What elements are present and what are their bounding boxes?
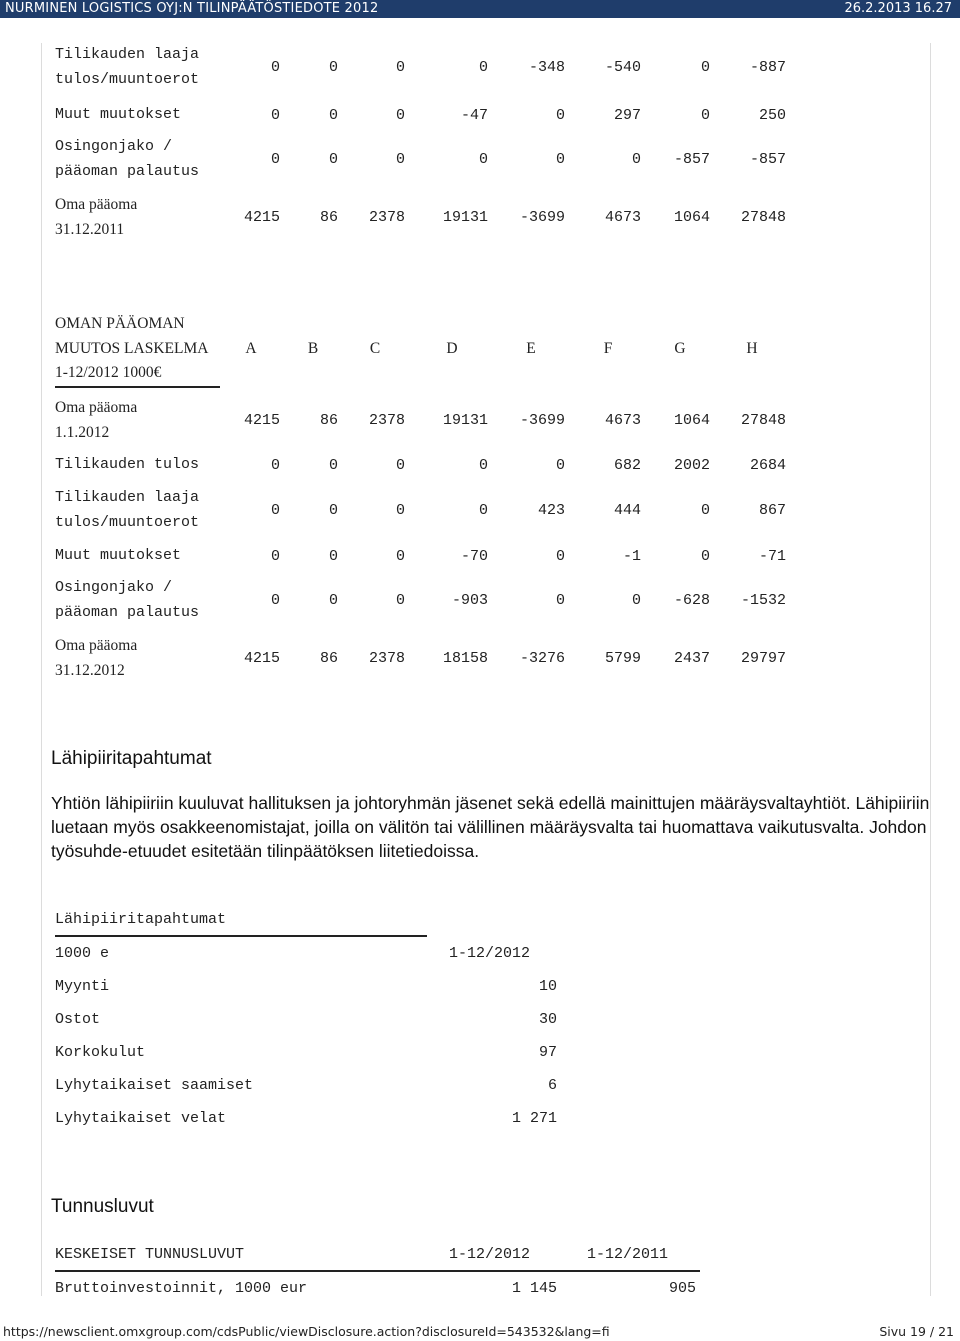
equity-value: 2378 bbox=[368, 209, 405, 226]
equity-column-header: H bbox=[746, 340, 758, 357]
key-figure-value-2012: 1 145 bbox=[511, 1280, 557, 1297]
key-figures-heading: Tunnusluvut bbox=[51, 1196, 154, 1217]
equity-value: 0 bbox=[555, 107, 565, 124]
equity-column-header: F bbox=[603, 340, 613, 357]
related-row-label: Ostot bbox=[55, 1011, 101, 1028]
equity-value: -887 bbox=[749, 59, 786, 76]
equity-value: 0 bbox=[478, 457, 488, 474]
related-row-value: 1 271 bbox=[511, 1110, 557, 1127]
equity-row-label: Osingonjako / pääoman palautus bbox=[55, 138, 200, 180]
equity-value: 2378 bbox=[368, 650, 405, 667]
equity-value: -1532 bbox=[740, 592, 786, 609]
equity-row-label: Tilikauden tulos bbox=[55, 456, 200, 473]
equity-value: 0 bbox=[478, 59, 488, 76]
equity-value: 2378 bbox=[368, 412, 405, 429]
equity-value: -857 bbox=[673, 151, 710, 168]
equity-value: 4215 bbox=[243, 412, 280, 429]
equity-value: 0 bbox=[270, 59, 280, 76]
equity-row-label: Muut muutokset bbox=[55, 106, 182, 123]
equity-value: -903 bbox=[451, 592, 488, 609]
equity-value: 2437 bbox=[673, 650, 710, 667]
equity-row-label: Oma pääoma 1.1.2012 bbox=[55, 399, 138, 441]
related-table-title: Lähipiiritapahtumat bbox=[55, 911, 227, 928]
related-row-value: 97 bbox=[538, 1044, 557, 1061]
equity-value: -47 bbox=[460, 107, 488, 124]
document-header bbox=[0, 0, 960, 18]
equity-value: 444 bbox=[613, 502, 641, 519]
related-col-label: 1000 e bbox=[55, 945, 110, 962]
equity-value: 0 bbox=[395, 502, 405, 519]
equity-value: 19131 bbox=[442, 209, 488, 226]
equity-value: 1064 bbox=[673, 209, 710, 226]
footer-page-number: Sivu 19 / 21 bbox=[879, 1324, 954, 1339]
equity-value: 867 bbox=[758, 502, 786, 519]
equity-value: 0 bbox=[328, 592, 338, 609]
equity-column-header: G bbox=[674, 340, 686, 357]
equity-value: 0 bbox=[328, 457, 338, 474]
key-figures-col-2011: 1-12/2011 bbox=[587, 1246, 669, 1263]
related-row-label: Myynti bbox=[55, 978, 110, 995]
equity-value: 0 bbox=[700, 59, 710, 76]
equity-value: 0 bbox=[270, 151, 280, 168]
related-parties-heading: Lähipiiritapahtumat bbox=[51, 748, 212, 769]
equity-value: 86 bbox=[319, 412, 338, 429]
equity-value: 1064 bbox=[673, 412, 710, 429]
equity-value: 0 bbox=[555, 548, 565, 565]
equity-value: 250 bbox=[758, 107, 786, 124]
related-row-value: 6 bbox=[547, 1077, 557, 1094]
equity-value: 0 bbox=[478, 151, 488, 168]
equity-value: 0 bbox=[555, 457, 565, 474]
related-row-value: 10 bbox=[538, 978, 557, 995]
equity-row-label: Tilikauden laaja tulos/muuntoerot bbox=[55, 489, 200, 531]
equity-value: -70 bbox=[460, 548, 488, 565]
equity-value: 0 bbox=[270, 592, 280, 609]
equity-column-header: D bbox=[446, 340, 458, 357]
equity-value: 0 bbox=[328, 107, 338, 124]
equity-value: 0 bbox=[631, 592, 641, 609]
equity-value: 0 bbox=[395, 548, 405, 565]
equity-value: 0 bbox=[395, 457, 405, 474]
equity-value: 0 bbox=[478, 502, 488, 519]
equity-value: 297 bbox=[613, 107, 641, 124]
equity-row-label: Osingonjako / pääoman palautus bbox=[55, 579, 200, 621]
equity-value: 0 bbox=[700, 548, 710, 565]
document-datetime: 26.2.2013 16.27 bbox=[844, 1, 952, 16]
equity-value: 4673 bbox=[604, 412, 641, 429]
equity-value: -3699 bbox=[519, 412, 565, 429]
equity-value: 19131 bbox=[442, 412, 488, 429]
equity-value: 0 bbox=[555, 592, 565, 609]
related-col-period: 1-12/2012 bbox=[449, 945, 531, 962]
equity-value: 0 bbox=[395, 59, 405, 76]
equity-value: -71 bbox=[758, 548, 786, 565]
equity-value: 4215 bbox=[243, 209, 280, 226]
page-border-right bbox=[930, 43, 931, 1296]
equity-column-header: A bbox=[245, 340, 257, 357]
equity-value: 0 bbox=[395, 592, 405, 609]
equity-value: -628 bbox=[673, 592, 710, 609]
equity-value: 5799 bbox=[604, 650, 641, 667]
related-row-label: Lyhytaikaiset velat bbox=[55, 1110, 227, 1127]
equity-row-label: Oma pääoma 31.12.2011 bbox=[55, 196, 138, 238]
related-table-rule bbox=[55, 935, 427, 937]
document-title: NURMINEN LOGISTICS OYJ:N TILINPÄÄTÖSTIEDOTE 2012 bbox=[5, 1, 379, 16]
key-figures-rule bbox=[55, 1270, 700, 1272]
document-footer bbox=[0, 1322, 960, 1341]
equity-value: 0 bbox=[395, 151, 405, 168]
equity-value: -1 bbox=[622, 548, 641, 565]
equity-table-title: OMAN PÄÄOMAN MUUTOS LASKELMA 1-12/2012 1000€ bbox=[55, 315, 209, 381]
related-row-label: Lyhytaikaiset saamiset bbox=[55, 1077, 254, 1094]
key-figure-value-2011: 905 bbox=[668, 1280, 696, 1297]
equity-value: -348 bbox=[528, 59, 565, 76]
equity-value: 0 bbox=[555, 151, 565, 168]
equity-value: 0 bbox=[328, 548, 338, 565]
equity-row-label: Tilikauden laaja tulos/muuntoerot bbox=[55, 46, 200, 88]
equity-value: 0 bbox=[270, 548, 280, 565]
equity-value: 18158 bbox=[442, 650, 488, 667]
key-figure-label: Bruttoinvestoinnit, 1000 eur bbox=[55, 1280, 308, 1297]
related-parties-paragraph: Yhtiön lähipiiriin kuuluvat hallituksen ja johtoryhmän jäsenet sekä edellä mainittujen määräysvaltayhtiöt. Lähipiiriin luetaan myös osakkeenomistajat, joilla on välitön tai välillinen määräysvalta tai huomattava vaikutusvalta. Johdon työsuhde-etuudet esitetään tilinpäätöksen liitetiedoissa. bbox=[51, 793, 930, 861]
equity-value: 0 bbox=[270, 457, 280, 474]
equity-value: 2002 bbox=[673, 457, 710, 474]
equity-value: 0 bbox=[328, 151, 338, 168]
page-border-left bbox=[41, 43, 42, 1296]
equity-value: 2684 bbox=[749, 457, 786, 474]
equity-value: 0 bbox=[328, 59, 338, 76]
equity-value: 0 bbox=[631, 151, 641, 168]
equity-value: 423 bbox=[537, 502, 565, 519]
equity-value: 0 bbox=[270, 502, 280, 519]
equity-value: -540 bbox=[604, 59, 641, 76]
related-row-label: Korkokulut bbox=[55, 1044, 146, 1061]
equity-value: 4673 bbox=[604, 209, 641, 226]
equity-value: -3699 bbox=[519, 209, 565, 226]
equity-value: 0 bbox=[270, 107, 280, 124]
equity-value: 86 bbox=[319, 650, 338, 667]
equity-value: 86 bbox=[319, 209, 338, 226]
equity-column-header: E bbox=[526, 340, 536, 357]
equity-row-label: Muut muutokset bbox=[55, 547, 182, 564]
equity-column-header: C bbox=[369, 340, 381, 357]
equity-value: 682 bbox=[613, 457, 641, 474]
equity-title-rule bbox=[55, 386, 220, 388]
footer-url: https://newsclient.omxgroup.com/cdsPublic/viewDisclosure.action?disclosureId=543532&lang=fi bbox=[3, 1324, 610, 1339]
equity-value: 4215 bbox=[243, 650, 280, 667]
equity-value: 0 bbox=[700, 107, 710, 124]
equity-value: -857 bbox=[749, 151, 786, 168]
key-figures-table-title: KESKEISET TUNNUSLUVUT bbox=[55, 1246, 245, 1263]
equity-value: 0 bbox=[395, 107, 405, 124]
equity-value: 0 bbox=[328, 502, 338, 519]
equity-value: 0 bbox=[700, 502, 710, 519]
equity-value: 29797 bbox=[740, 650, 786, 667]
equity-row-label: Oma pääoma 31.12.2012 bbox=[55, 637, 138, 679]
equity-value: 27848 bbox=[740, 209, 786, 226]
equity-value: -3276 bbox=[519, 650, 565, 667]
equity-column-header: B bbox=[307, 340, 319, 357]
related-row-value: 30 bbox=[538, 1011, 557, 1028]
key-figures-col-2012: 1-12/2012 bbox=[449, 1246, 531, 1263]
equity-value: 27848 bbox=[740, 412, 786, 429]
